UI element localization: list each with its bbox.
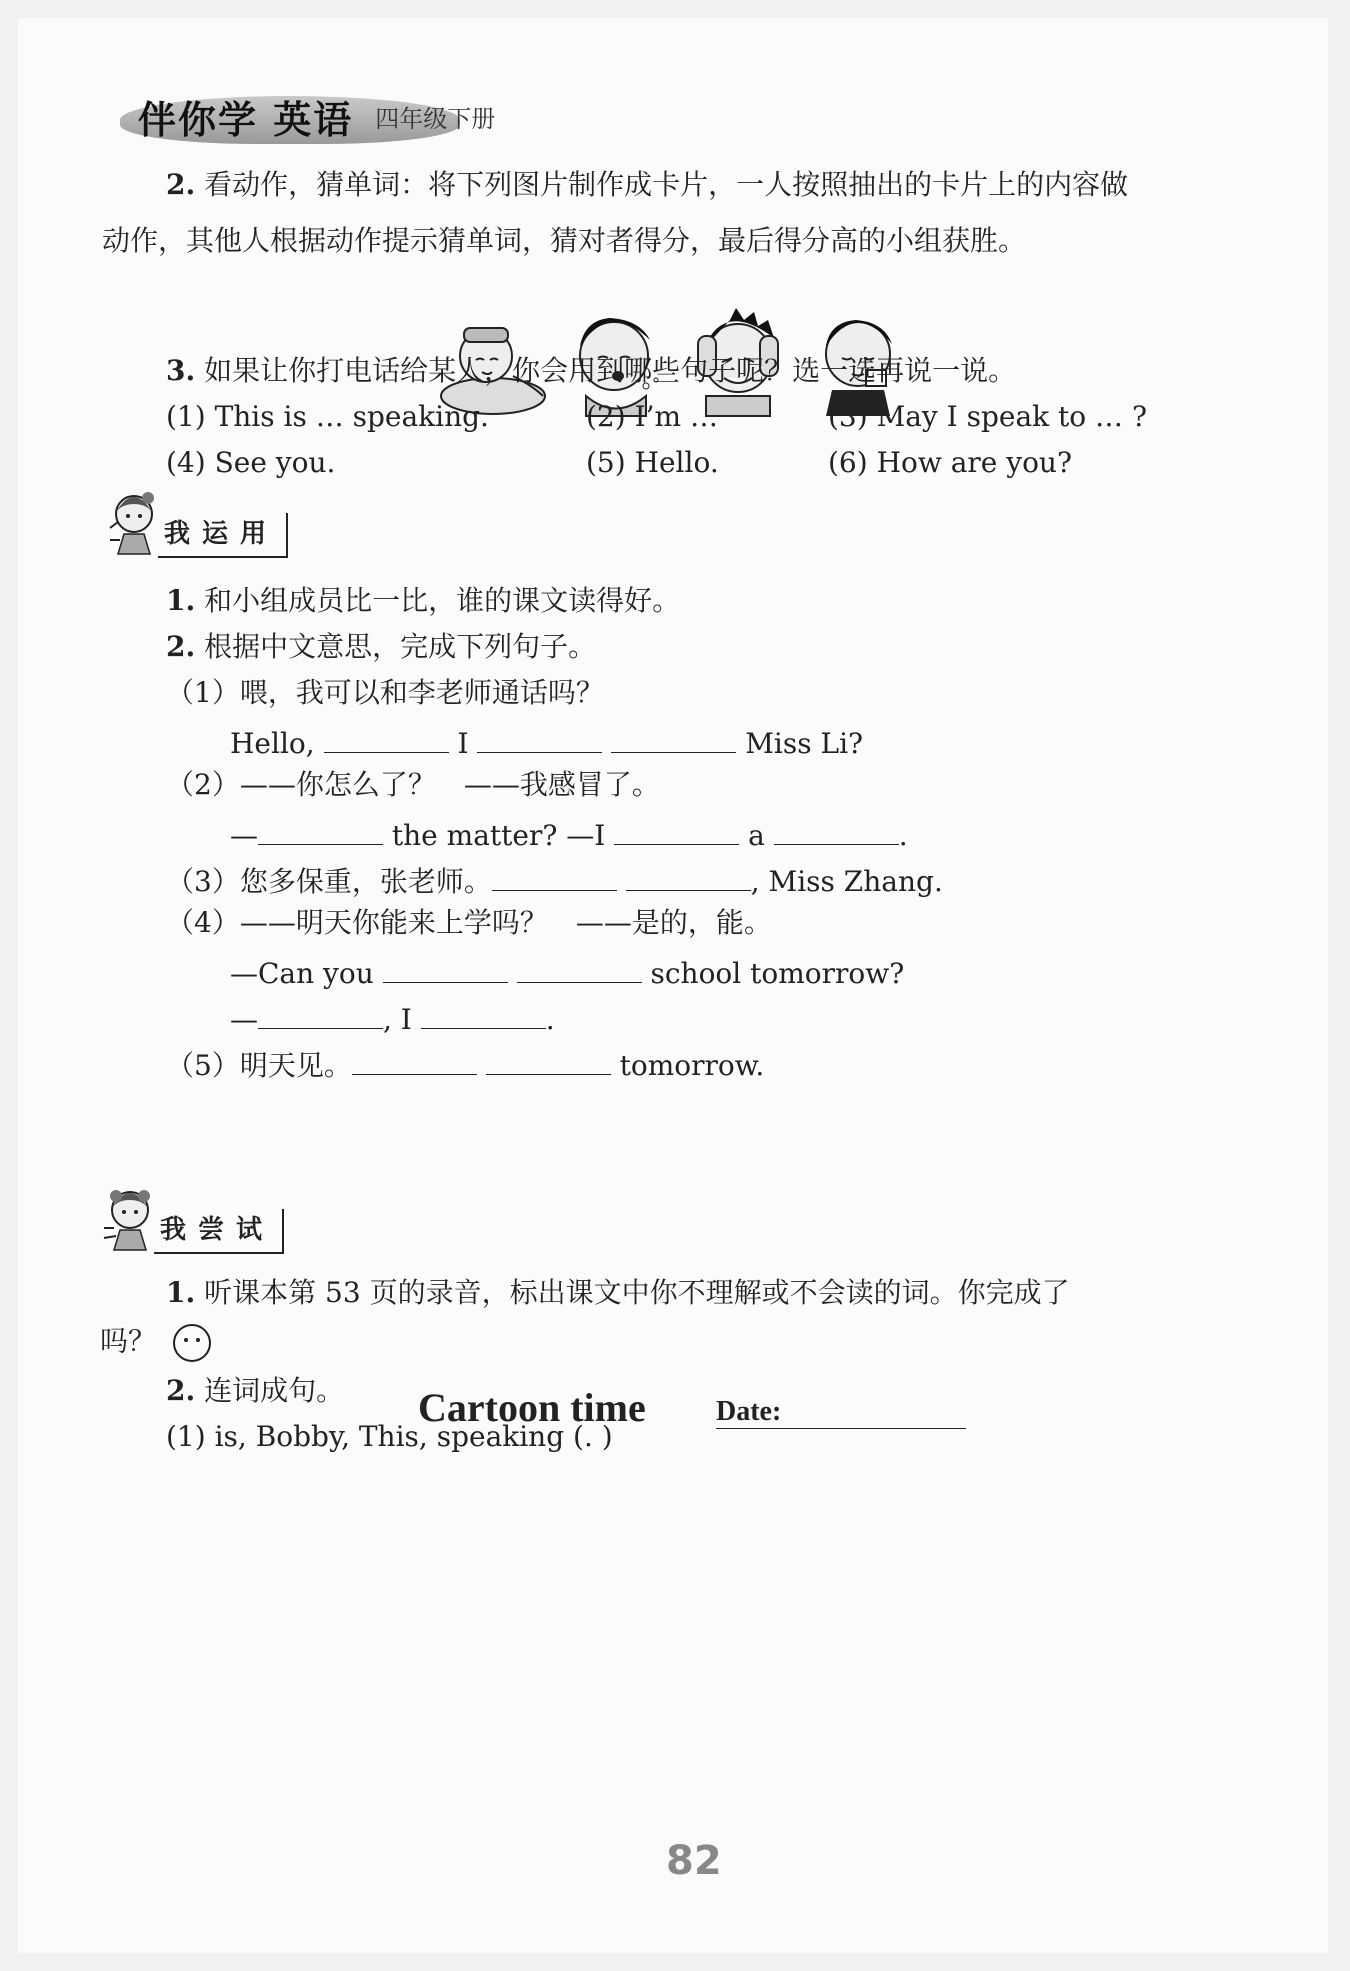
q2-line2: 动作，其他人根据动作提示猜单词，猜对者得分，最后得分高的小组获胜。 [102,224,1027,257]
answer-blank[interactable] [477,722,602,753]
answer-blank[interactable] [614,814,739,845]
try-q1-line2: 吗？ [100,1322,213,1364]
q3-option-1: (1) This is … speaking. [166,400,489,433]
date-field[interactable]: Date: [716,1396,966,1429]
girl-mascot-icon [100,1184,162,1254]
apply-s5: （5）明天见。 tomorrow. [166,1044,764,1083]
book-title: 伴你学 英语 [138,97,354,142]
q3-text: 3. 如果让你打电话给某人，你会用到哪些句子呢？选一选再说一说。 [166,354,1017,387]
answer-blank[interactable] [517,952,642,983]
apply-s3: （3）您多保重，张老师。 , Miss Zhang. [166,860,943,899]
apply-s4-en2: — , I . [230,998,555,1037]
smiley-face-icon[interactable] [171,1322,213,1364]
answer-blank[interactable] [611,722,736,753]
girl-mascot-icon [104,488,166,558]
q3-option-3: (3) May I speak to … ? [828,400,1147,433]
apply-s4-en1: —Can you school tomorrow? [230,952,904,991]
apply-q1: 1. 和小组成员比一比，谁的课文读得好。 [166,584,681,617]
apply-s4-cn: （4）——明天你能来上学吗？ ——是的，能。 [166,906,772,939]
apply-s1-cn: （1）喂，我可以和李老师通话吗？ [166,676,604,709]
cartoon-time-title: Cartoon time [418,1385,646,1430]
book-subtitle: 四年级下册 [375,104,496,133]
book-header [138,88,495,144]
workbook-page [18,18,1328,1953]
answer-blank[interactable] [626,860,751,891]
page-number: 82 [666,1838,722,1884]
apply-s1-en: Hello, I Miss Li? [230,722,863,761]
answer-blank[interactable] [492,860,617,891]
answer-blank[interactable] [352,1044,477,1075]
answer-blank[interactable] [421,998,546,1029]
apply-s2-en: — the matter? —I a . [230,814,908,853]
answer-blank[interactable] [383,952,508,983]
answer-blank[interactable] [486,1044,611,1075]
section-try-header [100,1184,284,1254]
answer-blank[interactable] [258,814,383,845]
q3-option-5: (5) Hello. [586,446,719,479]
answer-blank[interactable] [258,998,383,1029]
q3-option-6: (6) How are you? [828,446,1072,479]
try-q1-line1: 1. 听课本第 53 页的录音，标出课文中你不理解或不会读的词。你完成了 [166,1276,1070,1309]
answer-blank[interactable] [774,814,899,845]
try-s1: (1) is, Bobby, This, speaking (. ) [166,1420,613,1453]
section-apply-label: 我运用 [158,513,288,558]
section-apply-header [104,488,288,558]
answer-blank[interactable] [324,722,449,753]
q3-option-2: (2) I’m … [586,400,718,433]
q3-option-4: (4) See you. [166,446,336,479]
q2-line1: 2. 看动作，猜单词：将下列图片制作成卡片，一人按照抽出的卡片上的内容做 [166,168,1129,201]
section-try-label: 我尝试 [154,1209,284,1254]
apply-s2-cn: （2）——你怎么了？ ——我感冒了。 [166,768,660,801]
apply-q2: 2. 根据中文意思，完成下列句子。 [166,630,597,663]
try-q2: 2. 连词成句。 [166,1374,345,1407]
